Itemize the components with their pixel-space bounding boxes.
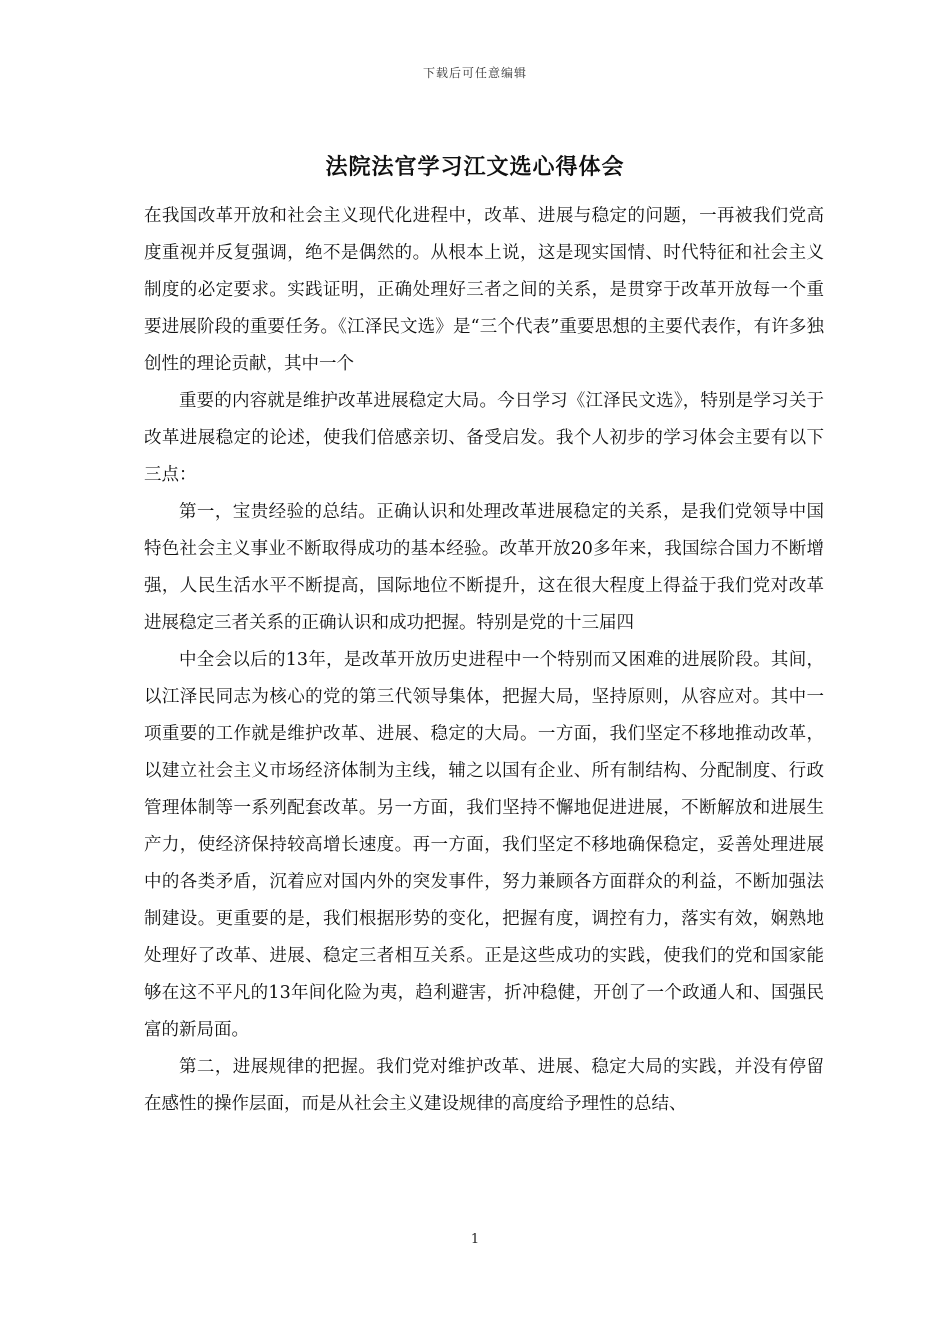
- paragraph-study: 重要的内容就是维护改革进展稳定大局。今日学习《江泽民文选》，特别是学习关于改革进展稳定的论述，使我们倍感亲切、备受启发。我个人初步的学习体会主要有以下三点：: [144, 391, 824, 485]
- page-title: 法院法官学习江文选心得体会: [325, 154, 625, 180]
- paragraph-thirteen-years: 中全会以后的13年，是改革开放历史进程中一个特别而又困难的进展阶段。其间，以江泽民同志为核心的党的第三代领导集体，把握大局，坚持原则，从容应对。其中一项重要的工作就是维护改革、进展、稳定的大局。一方面，我们坚定不移地推动改革，以建立社会主义市场经济体制为主线，辅之以国有企业、所有制结构、分配制度、行政管理体制等一系列配套改革。另一方面，我们坚持不懈地促进进展，不断解放和进展生产力，使经济保持较高增长速度。再一方面，我们坚定不移地确保稳定，妥善处理进展中的各类矛盾，沉着应对国内外的突发事件，努力兼顾各方面群众的利益，不断加强法制建设。更重要的是，我们根据形势的变化，把握有度，调控有力，落实有效，娴熟地处理好了改革、进展、稳定三者相互关系。正是这些成功的实践，使我们的党和国家能够在这不平凡的13年间化险为夷，趋利避害，折冲稳健，开创了一个政通人和、国强民富的新局面。: [144, 650, 824, 1040]
- header-note: 下载后可任意编辑: [422, 66, 527, 80]
- paragraph-intro: 在我国改革开放和社会主义现代化进程中，改革、进展与稳定的问题，一再被我们党高度重视并反复强调，绝不是偶然的。从根本上说，这是现实国情、时代特征和社会主义制度的必定要求。实践证明，正确处理好三者之间的关系，是贯穿于改革开放每一个重要进展阶段的重要任务。《江泽民文选》是“三个代表”重要思想的主要代表作，有许多独创性的理论贡献，其中一个: [144, 206, 824, 374]
- page-number: 1: [470, 1232, 480, 1247]
- document-body: [144, 198, 824, 1123]
- paragraph-first-point: 第一，宝贵经验的总结。正确认识和处理改革进展稳定的关系，是我们党领导中国特色社会主义事业不断取得成功的基本经验。改革开放20多年来，我国综合国力不断增强，人民生活水平不断提高，国际地位不断提升，这在很大程度上得益于我们党对改革进展稳定三者关系的正确认识和成功把握。特别是党的十三届四: [144, 502, 824, 633]
- paragraph-second-point: 第二，进展规律的把握。我们党对维护改革、进展、稳定大局的实践，并没有停留在感性的操作层面，而是从社会主义建设规律的高度给予理性的总结、: [144, 1057, 824, 1114]
